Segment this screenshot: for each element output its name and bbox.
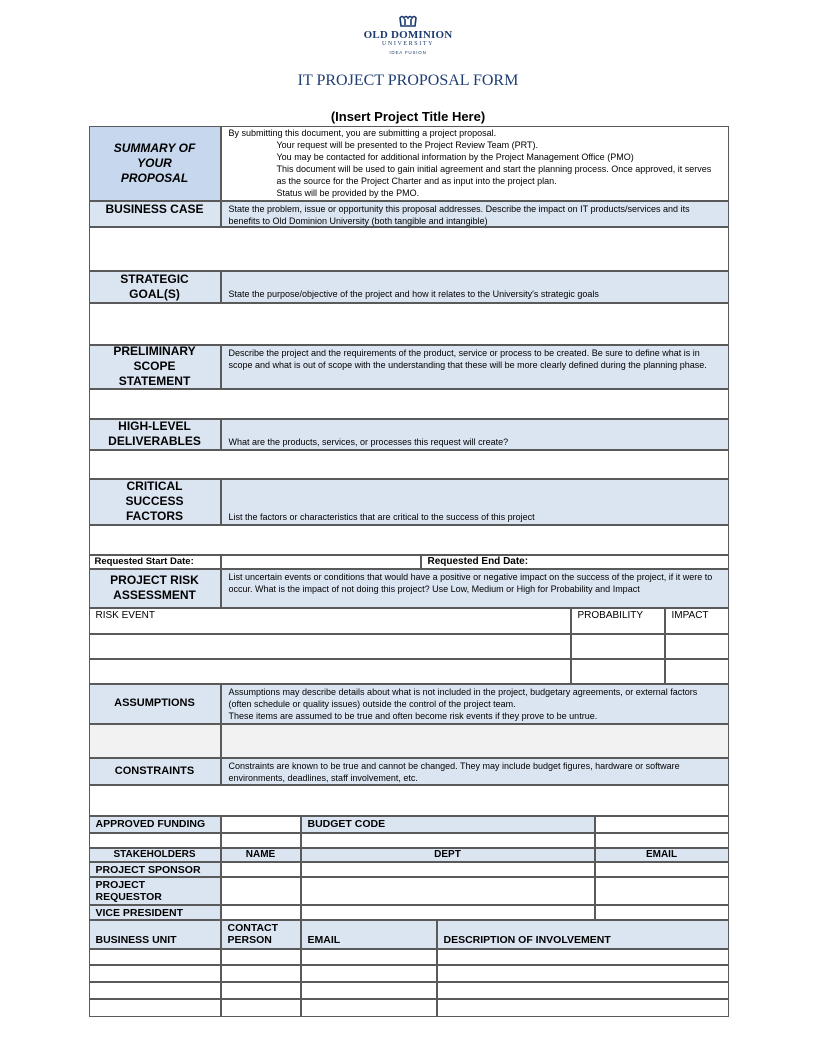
start-date-input[interactable] — [221, 555, 421, 569]
vp-email-input[interactable] — [595, 905, 729, 920]
end-date-label[interactable]: Requested End Date: — [421, 555, 729, 569]
funding-spacer — [221, 833, 301, 848]
project-requestor-label: PROJECT REQUESTOR — [89, 877, 221, 905]
sponsor-dept-input[interactable] — [301, 862, 595, 877]
business-unit-header: BUSINESS UNIT — [89, 920, 221, 949]
form-title: IT PROJECT PROPOSAL FORM — [297, 72, 519, 89]
constraints-label: CONSTRAINTS — [89, 758, 221, 785]
business-unit-email-input[interactable] — [301, 999, 437, 1017]
contact-person-input[interactable] — [221, 965, 301, 982]
strategic-goals-instructions: State the purpose/objective of the project and how it relates to the University's strategic goals — [221, 271, 729, 303]
contact-person-input[interactable] — [221, 999, 301, 1017]
risk-assessment-label: PROJECT RISK ASSESSMENT — [89, 569, 221, 608]
summary-bullet: Your request will be presented to the Project Review Team (PRT). — [276, 139, 538, 150]
vice-president-label: VICE PRESIDENT — [89, 905, 221, 920]
approved-funding-input[interactable] — [221, 816, 301, 833]
risk-event-input[interactable] — [89, 659, 571, 684]
summary-label: SUMMARY OF YOUR PROPOSAL — [89, 126, 221, 201]
assumptions-instructions — [221, 684, 729, 724]
business-unit-input[interactable] — [89, 949, 221, 965]
risk-assessment-instructions: List uncertain events or conditions that would have a positive or negative impact on the success of the project, if it were to occur. What is the impact of not doing this project? Use Low, Medium or High for Probability and Impact — [221, 569, 729, 608]
funding-spacer — [301, 833, 595, 848]
summary-bullet: Status will be provided by the PMO. — [276, 187, 420, 198]
deliverables-label: HIGH-LEVEL DELIVERABLES — [89, 419, 221, 450]
contact-person-input[interactable] — [221, 949, 301, 965]
proposal-form-table — [89, 126, 729, 1017]
summary-bullet: You may be contacted for additional information by the Project Management Office (PMO) — [276, 151, 634, 162]
requestor-dept-input[interactable] — [301, 877, 595, 905]
success-factors-instructions: List the factors or characteristics that are critical to the success of this project — [221, 479, 729, 525]
impact-header: IMPACT — [665, 608, 729, 634]
contact-person-input[interactable] — [221, 982, 301, 999]
requestor-email-input[interactable] — [595, 877, 729, 905]
probability-input[interactable] — [571, 659, 665, 684]
impact-input[interactable] — [665, 634, 729, 659]
scope-statement-input[interactable] — [89, 389, 729, 419]
business-unit-input[interactable] — [89, 999, 221, 1017]
probability-header: PROBABILITY — [571, 608, 665, 634]
involvement-input[interactable] — [437, 999, 729, 1017]
scope-statement-label: PRELIMINARY SCOPE STATEMENT — [89, 345, 221, 389]
project-sponsor-label: PROJECT SPONSOR — [89, 862, 221, 877]
logo-subtitle: UNIVERSITY — [382, 41, 434, 47]
business-unit-email-input[interactable] — [301, 982, 437, 999]
sponsor-email-input[interactable] — [595, 862, 729, 877]
deliverables-instructions: What are the products, services, or processes this request will create? — [221, 419, 729, 450]
strategic-goals-input[interactable] — [89, 303, 729, 345]
summary-text-cell — [221, 126, 729, 201]
contact-person-header: CONTACT PERSON — [221, 920, 301, 949]
summary-bullet: This document will be used to gain initial agreement and start the planning process. Once approved, it serves as the source for the Project Charter and as input into the project plan. — [276, 163, 712, 186]
funding-spacer — [89, 833, 221, 848]
assumptions-input[interactable] — [221, 724, 729, 758]
summary-bullet-list — [229, 139, 722, 199]
strategic-goals-label: STRATEGIC GOAL(S) — [89, 271, 221, 303]
business-unit-email-header: EMAIL — [301, 920, 437, 949]
involvement-header: DESCRIPTION OF INVOLVEMENT — [437, 920, 729, 949]
requestor-name-input[interactable] — [221, 877, 301, 905]
start-date-label: Requested Start Date: — [89, 555, 221, 569]
risk-event-header: RISK EVENT — [89, 608, 571, 634]
vp-dept-input[interactable] — [301, 905, 595, 920]
assumptions-label: ASSUMPTIONS — [89, 684, 221, 724]
business-case-label: BUSINESS CASE — [89, 201, 221, 227]
university-logo — [352, 14, 464, 55]
vp-name-input[interactable] — [221, 905, 301, 920]
logo-tagline: IDEA FUSION — [389, 50, 427, 55]
stakeholder-dept-header: DEPT — [301, 848, 595, 862]
risk-event-input[interactable] — [89, 634, 571, 659]
success-factors-input[interactable] — [89, 525, 729, 555]
funding-spacer — [595, 833, 729, 848]
scope-statement-instructions: Describe the project and the requirements of the product, service or process to be created. Be sure to define what is in scope and what is out of scope with the understanding that these will be more clearly defined during the planning phase. — [221, 345, 729, 389]
probability-input[interactable] — [571, 634, 665, 659]
stakeholder-name-header: NAME — [221, 848, 301, 862]
business-unit-email-input[interactable] — [301, 949, 437, 965]
budget-code-label: BUDGET CODE — [301, 816, 595, 833]
business-case-input[interactable] — [89, 227, 729, 271]
budget-code-input[interactable] — [595, 816, 729, 833]
project-title[interactable]: (Insert Project Title Here) — [330, 109, 486, 124]
business-unit-input[interactable] — [89, 982, 221, 999]
assumptions-input-label — [89, 724, 221, 758]
business-case-instructions: State the problem, issue or opportunity this proposal addresses. Describe the impact on IT products/services and its benefits to Old Dominion University (both tangible and intangible) — [221, 201, 729, 227]
constraints-input[interactable] — [89, 785, 729, 816]
involvement-input[interactable] — [437, 949, 729, 965]
constraints-instructions: Constraints are known to be true and cannot be changed. They may include budget figures, hardware or software environments, deadlines, staff involvement, etc. — [221, 758, 729, 785]
summary-intro: By submitting this document, you are submitting a project proposal. — [228, 127, 497, 138]
approved-funding-label: APPROVED FUNDING — [89, 816, 221, 833]
involvement-input[interactable] — [437, 982, 729, 999]
deliverables-input[interactable] — [89, 450, 729, 479]
involvement-input[interactable] — [437, 965, 729, 982]
sponsor-name-input[interactable] — [221, 862, 301, 877]
assumptions-text: Assumptions may describe details about what is not included in the project, budgetary agreements, or external factors (often schedule or quality issues) outside the control of the project team. — [228, 686, 698, 709]
logo-name: OLD DOMINION — [363, 29, 453, 41]
crown-icon — [398, 14, 418, 28]
assumptions-note: These items are assumed to be true and often become risk events if they prove to be untrue. — [228, 710, 598, 721]
success-factors-label: CRITICAL SUCCESS FACTORS — [89, 479, 221, 525]
stakeholder-email-header: EMAIL — [595, 848, 729, 862]
business-unit-email-input[interactable] — [301, 965, 437, 982]
business-unit-input[interactable] — [89, 965, 221, 982]
stakeholders-header: STAKEHOLDERS — [89, 848, 221, 862]
impact-input[interactable] — [665, 659, 729, 684]
